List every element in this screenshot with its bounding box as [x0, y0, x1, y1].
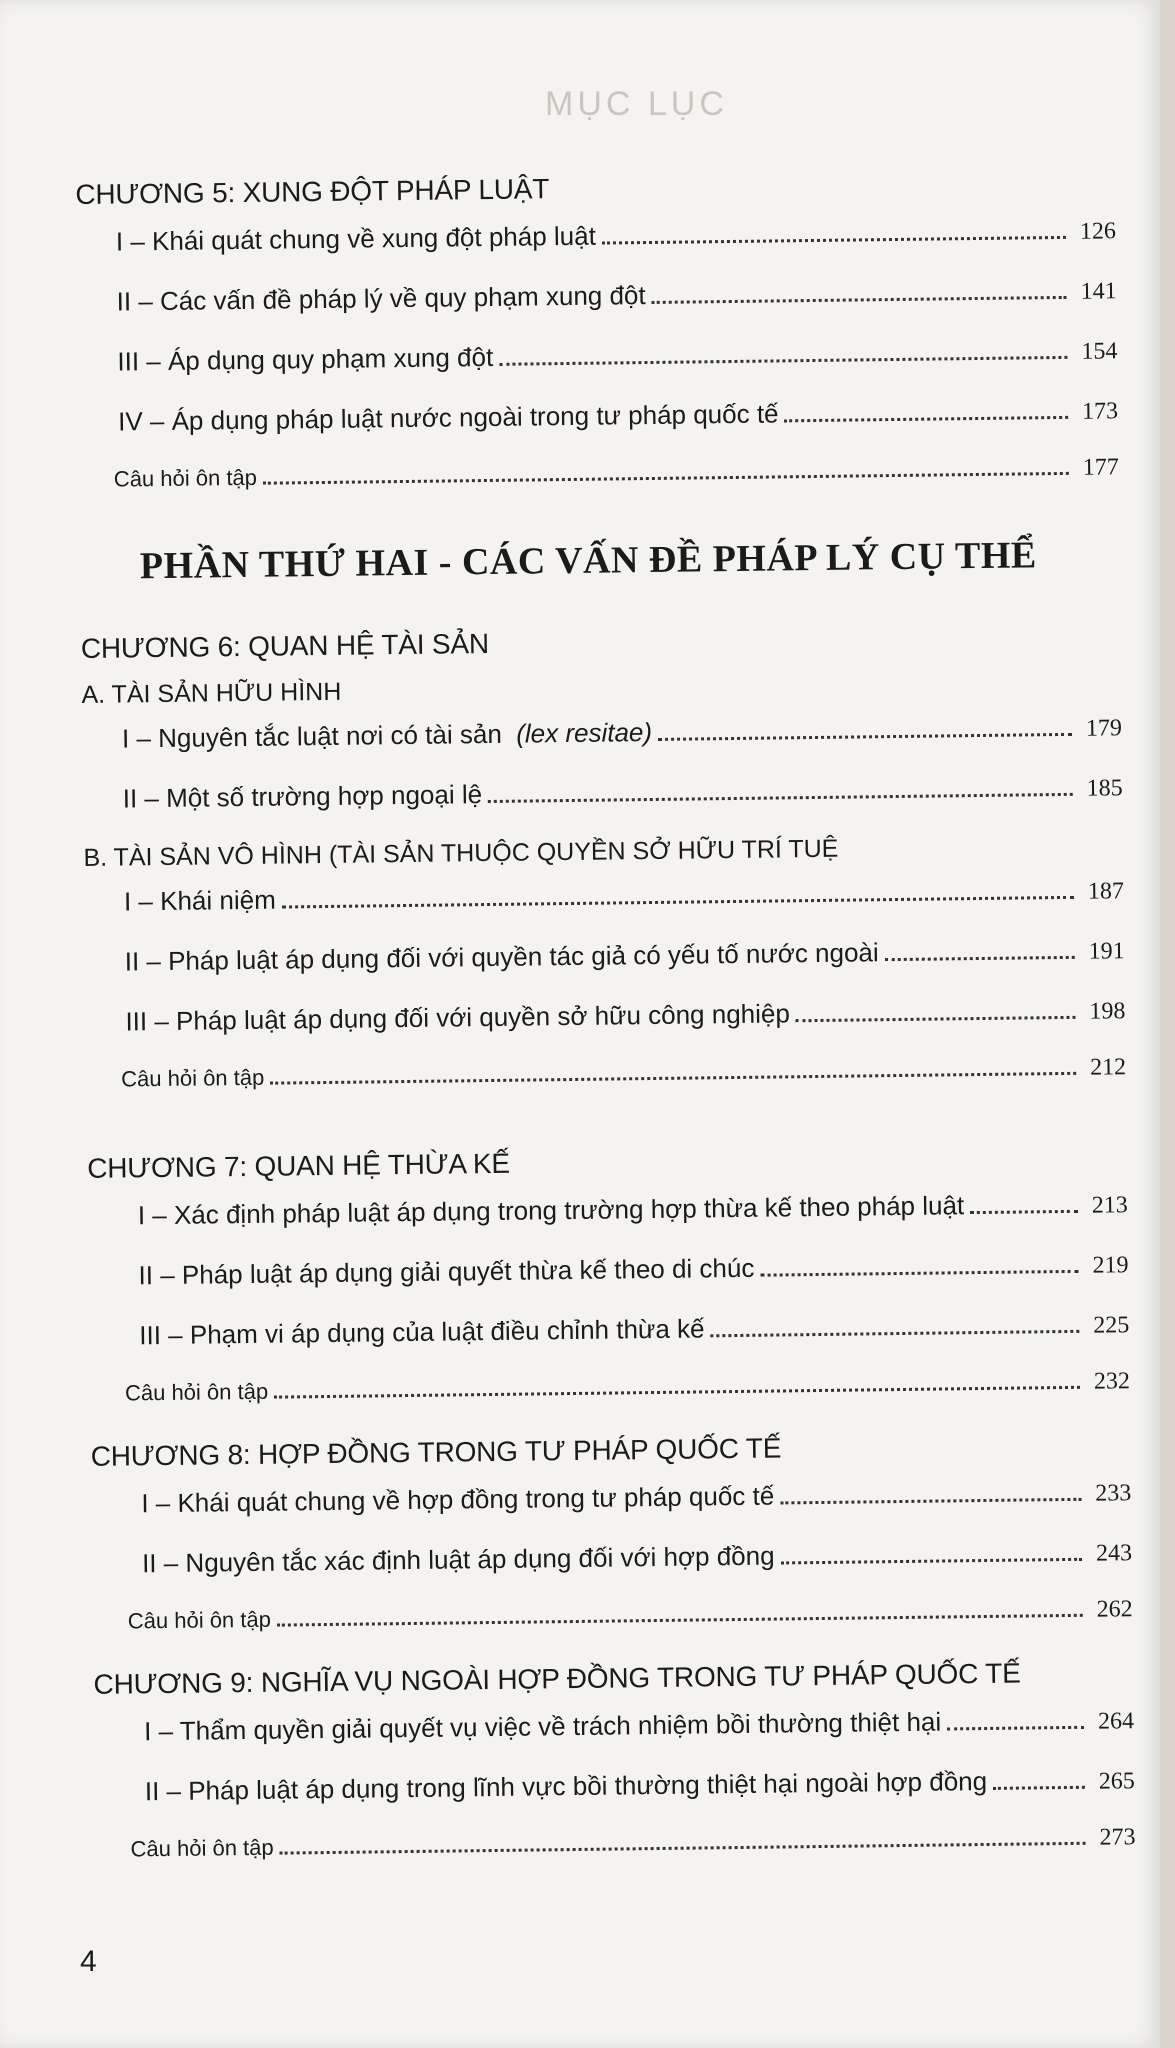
toc-entry — [82, 711, 1122, 758]
chapter-6-title: CHƯƠNG 6: QUAN HỆ TÀI SẢN — [80, 627, 490, 664]
part-two-heading: PHẦN THỨ HAI - CÁC VẤN ĐỀ PHÁP LÝ CỤ THỂ — [139, 534, 1037, 588]
toc-entry-page: 219 — [1092, 1252, 1129, 1279]
leader-dots — [780, 1498, 1081, 1505]
chapter-7-title: CHƯƠNG 7: QUAN HỆ THỪA KẾ — [87, 1147, 511, 1184]
toc-entry-page: 233 — [1095, 1480, 1132, 1507]
leader-dots — [499, 356, 1067, 366]
toc-entry-review — [86, 1054, 1126, 1101]
table-of-contents — [75, 152, 1136, 1897]
toc-entry-label: II – Các vấn đề pháp lý về quy phạm xung đột — [116, 280, 646, 317]
toc-entry-page: 213 — [1091, 1192, 1128, 1219]
toc-entry — [83, 771, 1123, 818]
leader-dots — [885, 956, 1075, 961]
toc-entry-label: III – Pháp luật áp dụng đối với quyền sở hữu công nghiệp — [125, 998, 791, 1037]
toc-entry-review — [90, 1368, 1130, 1415]
ghost-header-text: MỤC LỤC — [545, 85, 728, 123]
toc-entry-label: Câu hỏi ôn tập — [127, 1606, 272, 1634]
toc-entry-page: 177 — [1082, 454, 1119, 481]
toc-entry-page: 187 — [1087, 878, 1125, 905]
toc-entry-page: 173 — [1081, 398, 1119, 425]
section-b-title: B. TÀI SẢN VÔ HÌNH (TÀI SẢN THUỘC QUYỀN SỞ HỮU TRÍ TUỆ — [83, 834, 839, 872]
toc-entry-label: I – Khái niệm — [123, 884, 276, 917]
toc-entry-review — [79, 454, 1119, 501]
leader-dots — [785, 416, 1069, 422]
toc-entry-label: Câu hỏi ôn tập — [113, 464, 258, 492]
toc-entry-page: 154 — [1081, 338, 1118, 365]
toc-entry-page: 273 — [1099, 1824, 1136, 1851]
toc-entry-page: 265 — [1098, 1768, 1135, 1795]
toc-entry-label: Câu hỏi ôn tập — [124, 1378, 269, 1406]
leader-dots — [658, 733, 1072, 741]
leader-dots — [263, 472, 1069, 485]
latin-note: (lex resitae) — [516, 716, 653, 749]
leader-dots — [796, 1016, 1076, 1022]
toc-entry-page: 141 — [1080, 278, 1117, 305]
toc-entry-label: II – Pháp luật áp dụng đối với quyền tác giả có yếu tố nước ngoài — [124, 937, 879, 977]
toc-entry-label: Câu hỏi ôn tập — [130, 1834, 274, 1862]
section-a-title: A. TÀI SẢN HỮU HÌNH — [81, 677, 342, 709]
page-number: 4 — [80, 1945, 97, 1978]
toc-entry — [88, 1248, 1128, 1295]
leader-dots — [711, 1330, 1080, 1338]
leader-dots — [280, 1842, 1086, 1855]
toc-entry-label: II – Pháp luật áp dụng giải quyết thừa kế theo di chúc — [138, 1252, 755, 1291]
toc-entry — [78, 394, 1118, 441]
toc-entry-label: II – Một số trường hợp ngoại lệ — [122, 779, 483, 814]
chapter-9-title: CHƯƠNG 9: NGHĨA VỤ NGOÀI HỢP ĐỒNG TRONG TƯ PHÁP QUỐC TẾ — [93, 1657, 1021, 1700]
toc-entry-label: Câu hỏi ôn tập — [121, 1064, 265, 1092]
toc-entry — [89, 1308, 1129, 1355]
toc-entry — [92, 1536, 1132, 1583]
toc-entry-page: 126 — [1079, 218, 1117, 245]
toc-entry-page: 191 — [1088, 938, 1125, 965]
toc-entry-page: 198 — [1089, 998, 1126, 1025]
toc-entry-page: 185 — [1086, 775, 1123, 802]
toc-entry-label: I – Thẩm quyền giải quyết vụ việc về trách nhiệm bồi thường thiệt hại — [143, 1706, 942, 1747]
toc-entry-page: 225 — [1093, 1312, 1130, 1339]
toc-entry — [95, 1764, 1135, 1811]
toc-entry-page: 212 — [1089, 1054, 1127, 1081]
leader-dots — [781, 1558, 1082, 1565]
toc-entry-label: II – Nguyên tắc xác định luật áp dụng đối với hợp đồng — [141, 1540, 775, 1579]
chapter-5-title: CHƯƠNG 5: XUNG ĐỘT PHÁP LUẬT — [75, 173, 550, 210]
toc-entry-label: II – Pháp luật áp dụng trong lĩnh vực bồi thường thiệt hại ngoài hợp đồng — [144, 1765, 988, 1807]
leader-dots — [760, 1270, 1078, 1277]
chapter-8-title: CHƯƠNG 8: HỢP ĐỒNG TRONG TƯ PHÁP QUỐC TẾ — [90, 1432, 782, 1472]
toc-entry-page: 179 — [1085, 715, 1123, 742]
toc-entry — [77, 334, 1117, 381]
toc-entry-page: 232 — [1093, 1368, 1131, 1395]
leader-dots — [652, 296, 1067, 304]
leader-dots — [602, 236, 1066, 245]
leader-dots — [270, 1072, 1076, 1085]
leader-dots — [993, 1786, 1085, 1790]
toc-entry — [84, 874, 1124, 921]
toc-entry-label: III – Phạm vi áp dụng của luật điều chỉnh thừa kế — [139, 1313, 705, 1351]
leader-dots — [970, 1210, 1078, 1214]
leader-dots — [274, 1386, 1080, 1399]
toc-entry — [76, 274, 1116, 321]
toc-entry — [76, 214, 1116, 261]
toc-entry-review — [95, 1824, 1135, 1871]
toc-entry-page: 243 — [1095, 1540, 1133, 1567]
toc-entry — [91, 1476, 1131, 1523]
toc-entry — [88, 1188, 1128, 1235]
toc-entry — [85, 934, 1125, 981]
toc-entry — [85, 994, 1125, 1041]
toc-entry-label: I – Nguyên tắc luật nơi có tài sản (lex resitae) — [121, 716, 653, 754]
toc-entry — [94, 1704, 1134, 1751]
toc-entry-label: IV – Áp dụng pháp luật nước ngoài trong tư pháp quốc tế — [117, 398, 779, 437]
leader-dots — [282, 896, 1074, 909]
toc-entry-label: I – Khái quát chung về xung đột pháp luật — [115, 220, 597, 257]
toc-entry-label: I – Khái quát chung về hợp đồng trong tư pháp quốc tế — [141, 1480, 775, 1519]
toc-entry-review — [93, 1596, 1133, 1643]
toc-entry-label: III – Áp dụng quy phạm xung đột — [117, 341, 494, 377]
toc-entry-label: I – Xác định pháp luật áp dụng trong trường hợp thừa kế theo pháp luật — [137, 1190, 965, 1231]
leader-dots — [488, 793, 1073, 803]
toc-entry-page: 264 — [1097, 1708, 1135, 1735]
leader-dots — [947, 1726, 1084, 1731]
leader-dots — [277, 1614, 1083, 1627]
toc-entry-page: 262 — [1096, 1596, 1133, 1623]
